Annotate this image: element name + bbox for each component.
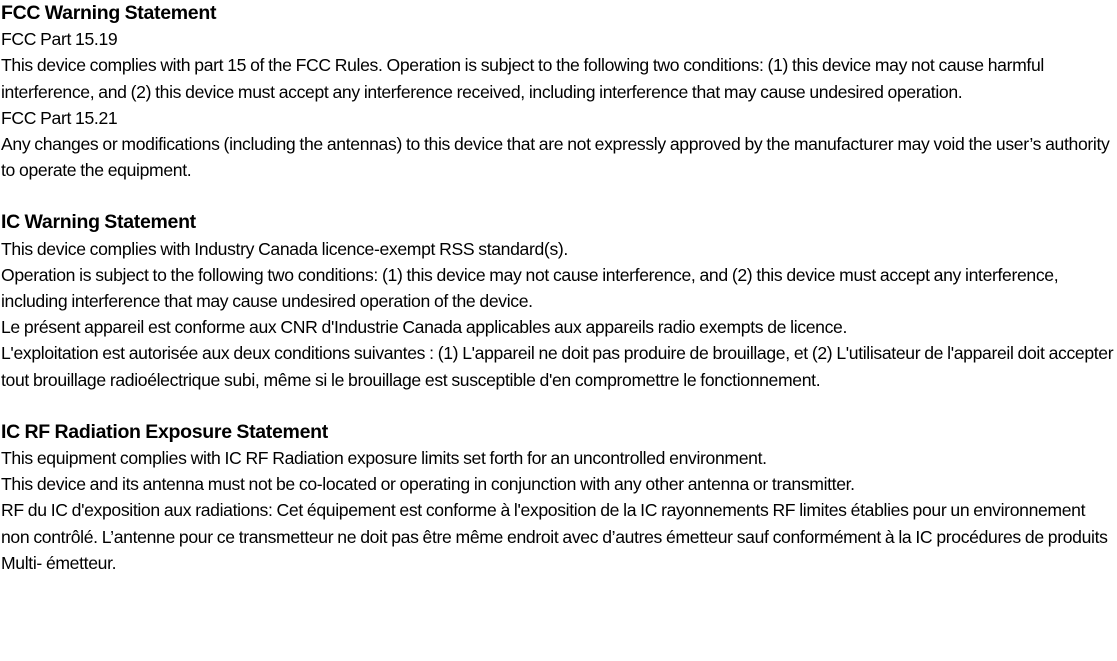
ic-rf-english-limits: This equipment complies with IC RF Radiation exposure limits set forth for an uncontrolled environment. [1, 448, 767, 469]
ic-warning-heading: IC Warning Statement [1, 211, 196, 234]
fcc-warning-heading: FCC Warning Statement [1, 2, 217, 24]
fcc-warning-section [1, 0, 1115, 183]
fcc-part-15-21-text: Any changes or modifications (including the antennas) to this device that are not expressly approved by the manufacturer may void the user’s authority to operate the equipment. [1, 134, 1110, 181]
ic-english-compliance: This device complies with Industry Canada licence-exempt RSS standard(s). [1, 238, 568, 259]
ic-french-conditions: L'exploitation est autorisée aux deux conditions suivantes : (1) L'appareil ne doit pas produire de brouillage, et (2) L'utilisateur de l'appareil doit accepter tout brouillage radioélectrique subi, même si le brouillage est susceptible d'en compromettre le fonctionnement. [1, 343, 1114, 390]
ic-rf-exposure-heading: IC RF Radiation Exposure Statement [1, 420, 328, 443]
ic-warning-section [1, 209, 1115, 392]
ic-rf-english-colocation: This device and its antenna must not be co-located or operating in conjunction with any other antenna or transmitter. [1, 474, 855, 495]
fcc-part-15-21-label: FCC Part 15.21 [1, 107, 118, 128]
ic-rf-french-statement: RF du IC d'exposition aux radiations: Cet équipement est conforme à l'exposition de la IC rayonnements RF limites établies pour un environnement non contrôlé. L’antenne pour ce transmetteur ne doit pas être même endroit avec d’autres émetteur sauf conformément à la IC procédures de produits Multi- émetteur. [1, 500, 1108, 573]
fcc-part-15-19-text: This device complies with part 15 of the FCC Rules. Operation is subject to the following two conditions: (1) this device may not cause harmful interference, and (2) this device must accept any interference received, including interference that may cause undesired operation. [1, 55, 1044, 102]
fcc-part-15-19-label: FCC Part 15.19 [1, 29, 118, 50]
ic-english-conditions: Operation is subject to the following two conditions: (1) this device may not cause interference, and (2) this device must accept any interference, including interference that may cause undesired operation of the device. [1, 264, 1059, 312]
ic-rf-exposure-section [1, 419, 1115, 576]
ic-french-compliance: Le présent appareil est conforme aux CNR d'Industrie Canada applicables aux appareils radio exempts de licence. [1, 317, 848, 338]
